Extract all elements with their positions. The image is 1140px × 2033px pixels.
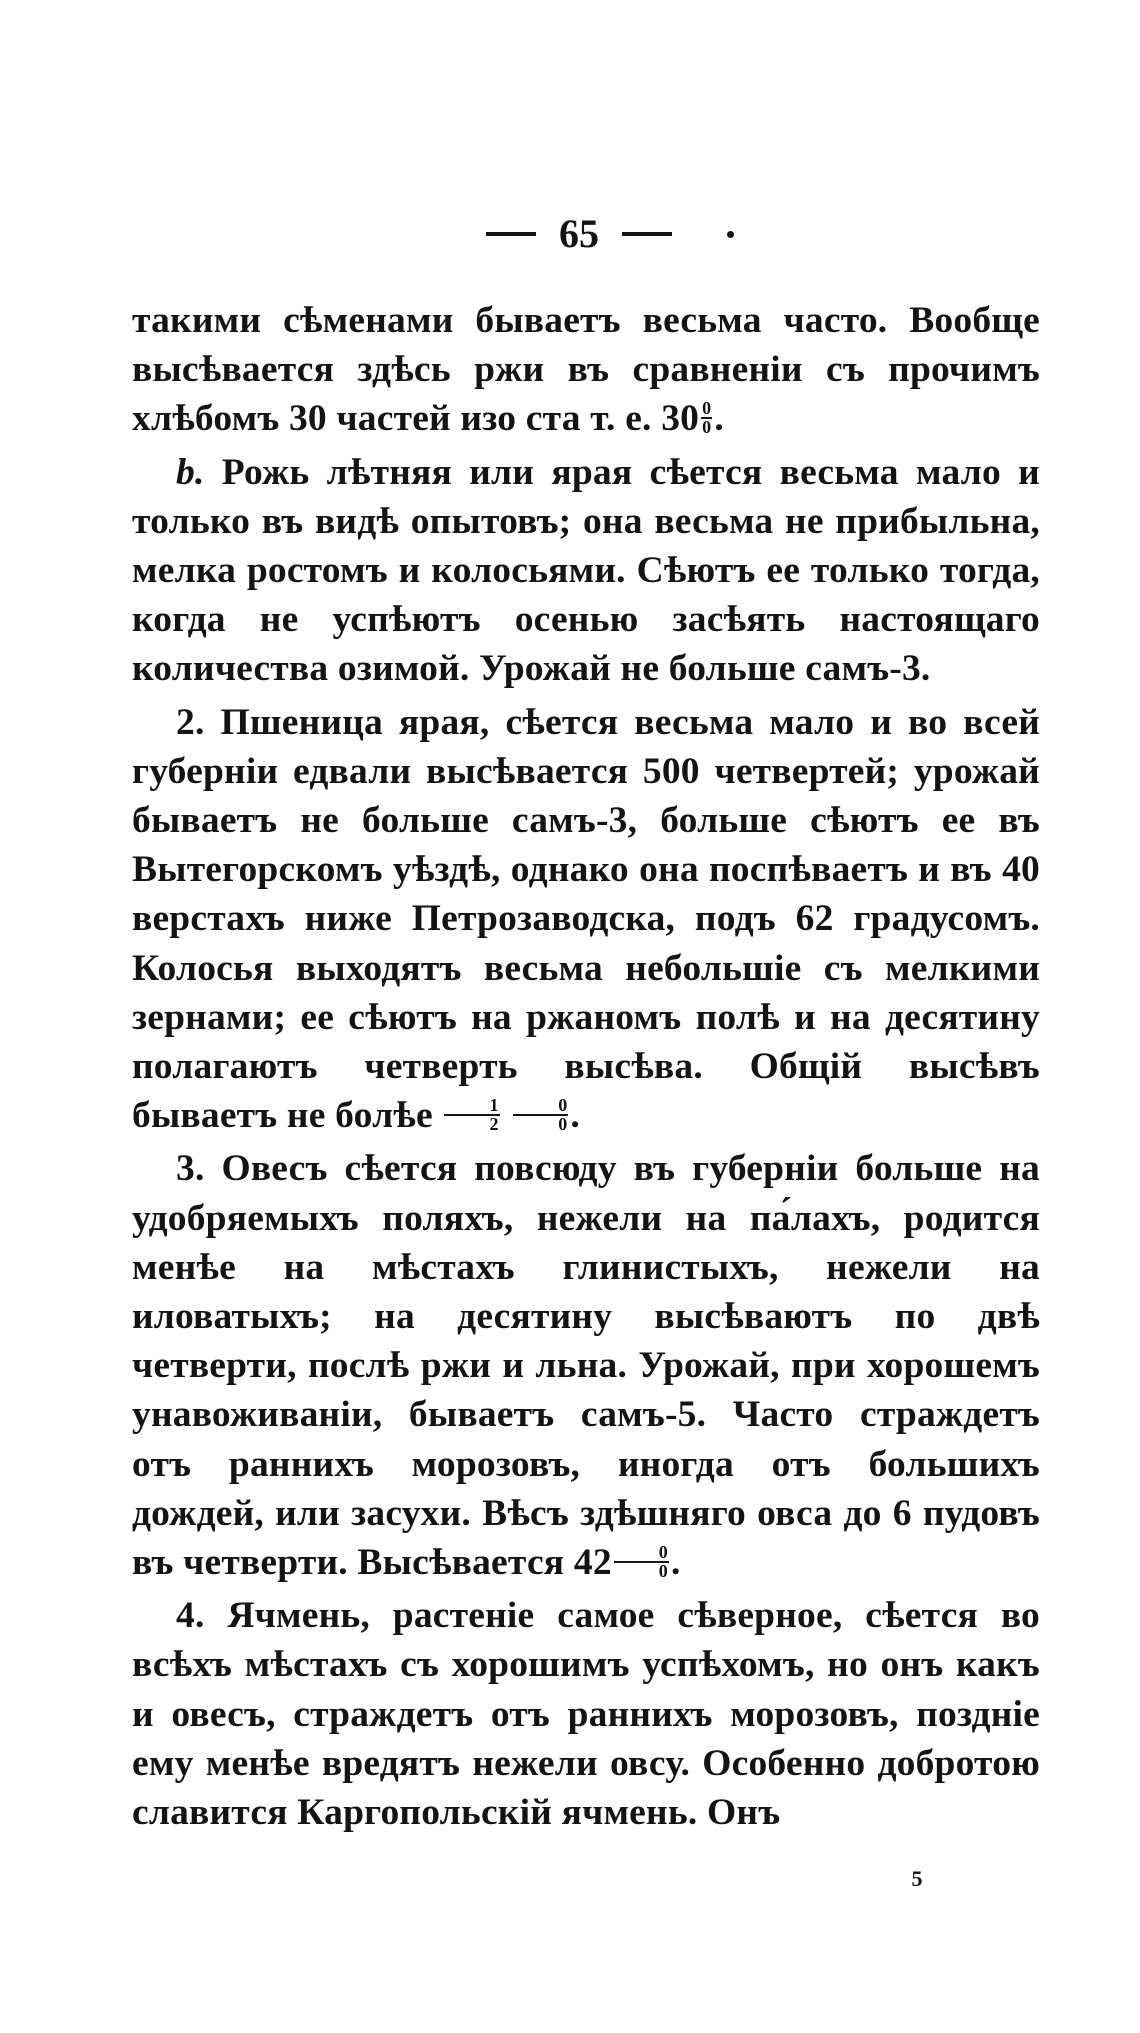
paragraph-suffix: . [714,398,724,440]
header-dot [727,231,734,238]
signature-mark: 5 [911,1866,923,1891]
paragraph-summer-rye [132,448,1040,694]
fraction-bottom: 0 [702,417,712,438]
paragraph-barley [132,1591,1040,1837]
paragraph-text: Рожь лѣтняя или ярая сѣется весьма мало и только въ видѣ опытовъ; она весьма не прибыльна, мелка ростомъ и колосьями. Сѣютъ ее только тогда, когда не успѣютъ осенью засѣять настоящаго количества озимой. Урожай не больше самъ-3. [132,451,1040,690]
fraction-bottom: 0 [658,1560,668,1581]
fraction-top: 1 [444,1097,499,1116]
header-dash-right [622,232,672,236]
paragraph-text: 3. Овесъ сѣется повсюду въ губерніи больше на удобряемыхъ поляхъ, нежели на па́лахъ, родится менѣе на мѣстахъ глинистыхъ, нежели на иловатыхъ; на десятину высѣваютъ по двѣ четверти, послѣ ржи и льна. Урожай, при хорошемъ унавоживаніи, бываетъ самъ-5. Часто страждетъ отъ раннихъ морозовъ, иногда отъ большихъ дождей, или засухи. Вѣсъ здѣшняго овса до 6 пудовъ въ четверти. Высѣвается 42 [132,1148,1040,1584]
fraction-bottom: 2 [489,1113,499,1134]
page-header [0,204,1140,264]
fraction-top: 0 [614,1544,669,1563]
paragraph-suffix: . [670,1542,681,1584]
paragraph-suffix: . [570,1095,580,1137]
fraction-top: 0 [702,398,712,419]
paragraph-wheat [132,698,1040,1141]
header-dash-left [486,232,536,236]
percent-sign [614,1541,669,1581]
fraction-top: 0 [513,1097,568,1116]
paragraph-rye-summary [132,296,1040,444]
fraction-bottom: 0 [558,1113,568,1134]
paragraph-text: 2. Пшеница ярая, сѣется весьма мало и во всей губерніи едвали высѣвается 500 четвертей; урожай бываетъ не больше самъ-3, больше сѣютъ ее въ Вытегорскомъ уѣздѣ, однако она поспѣваетъ и въ 40 верстахъ ниже Петрозаводска, подъ 62 градусомъ. Колосья выходятъ весьма небольшіе съ мелкими зернами; ее сѣютъ на ржаномъ полѣ и на десятину полагаютъ четверть высѣва. Общій высѣвъ бываетъ не болѣе [132,701,1040,1137]
percent-sign [513,1094,568,1134]
page-number: 65 [559,211,599,256]
body-text [132,296,1040,1837]
paragraph-oats [132,1144,1040,1587]
paragraph-text: такими сѣменами бываетъ весьма часто. Вообще высѣвается здѣсь ржи въ сравненіи съ прочимъ хлѣбомъ 30 частей изо ста т. е. 30 [132,300,1040,440]
percent-sign [701,400,712,436]
paragraph-label: b. [176,451,205,493]
paragraph-text: 4. Ячмень, растеніе самое сѣверное, сѣется во всѣхъ мѣстахъ съ хорошимъ успѣхомъ, но онъ какъ и овесъ, страждетъ отъ раннихъ морозовъ, позднiе ему менѣе вредятъ нежели овсу. Особенно добротою славится Каргопольскій ячмень. Онъ [132,1595,1040,1834]
half-fraction [444,1094,499,1134]
